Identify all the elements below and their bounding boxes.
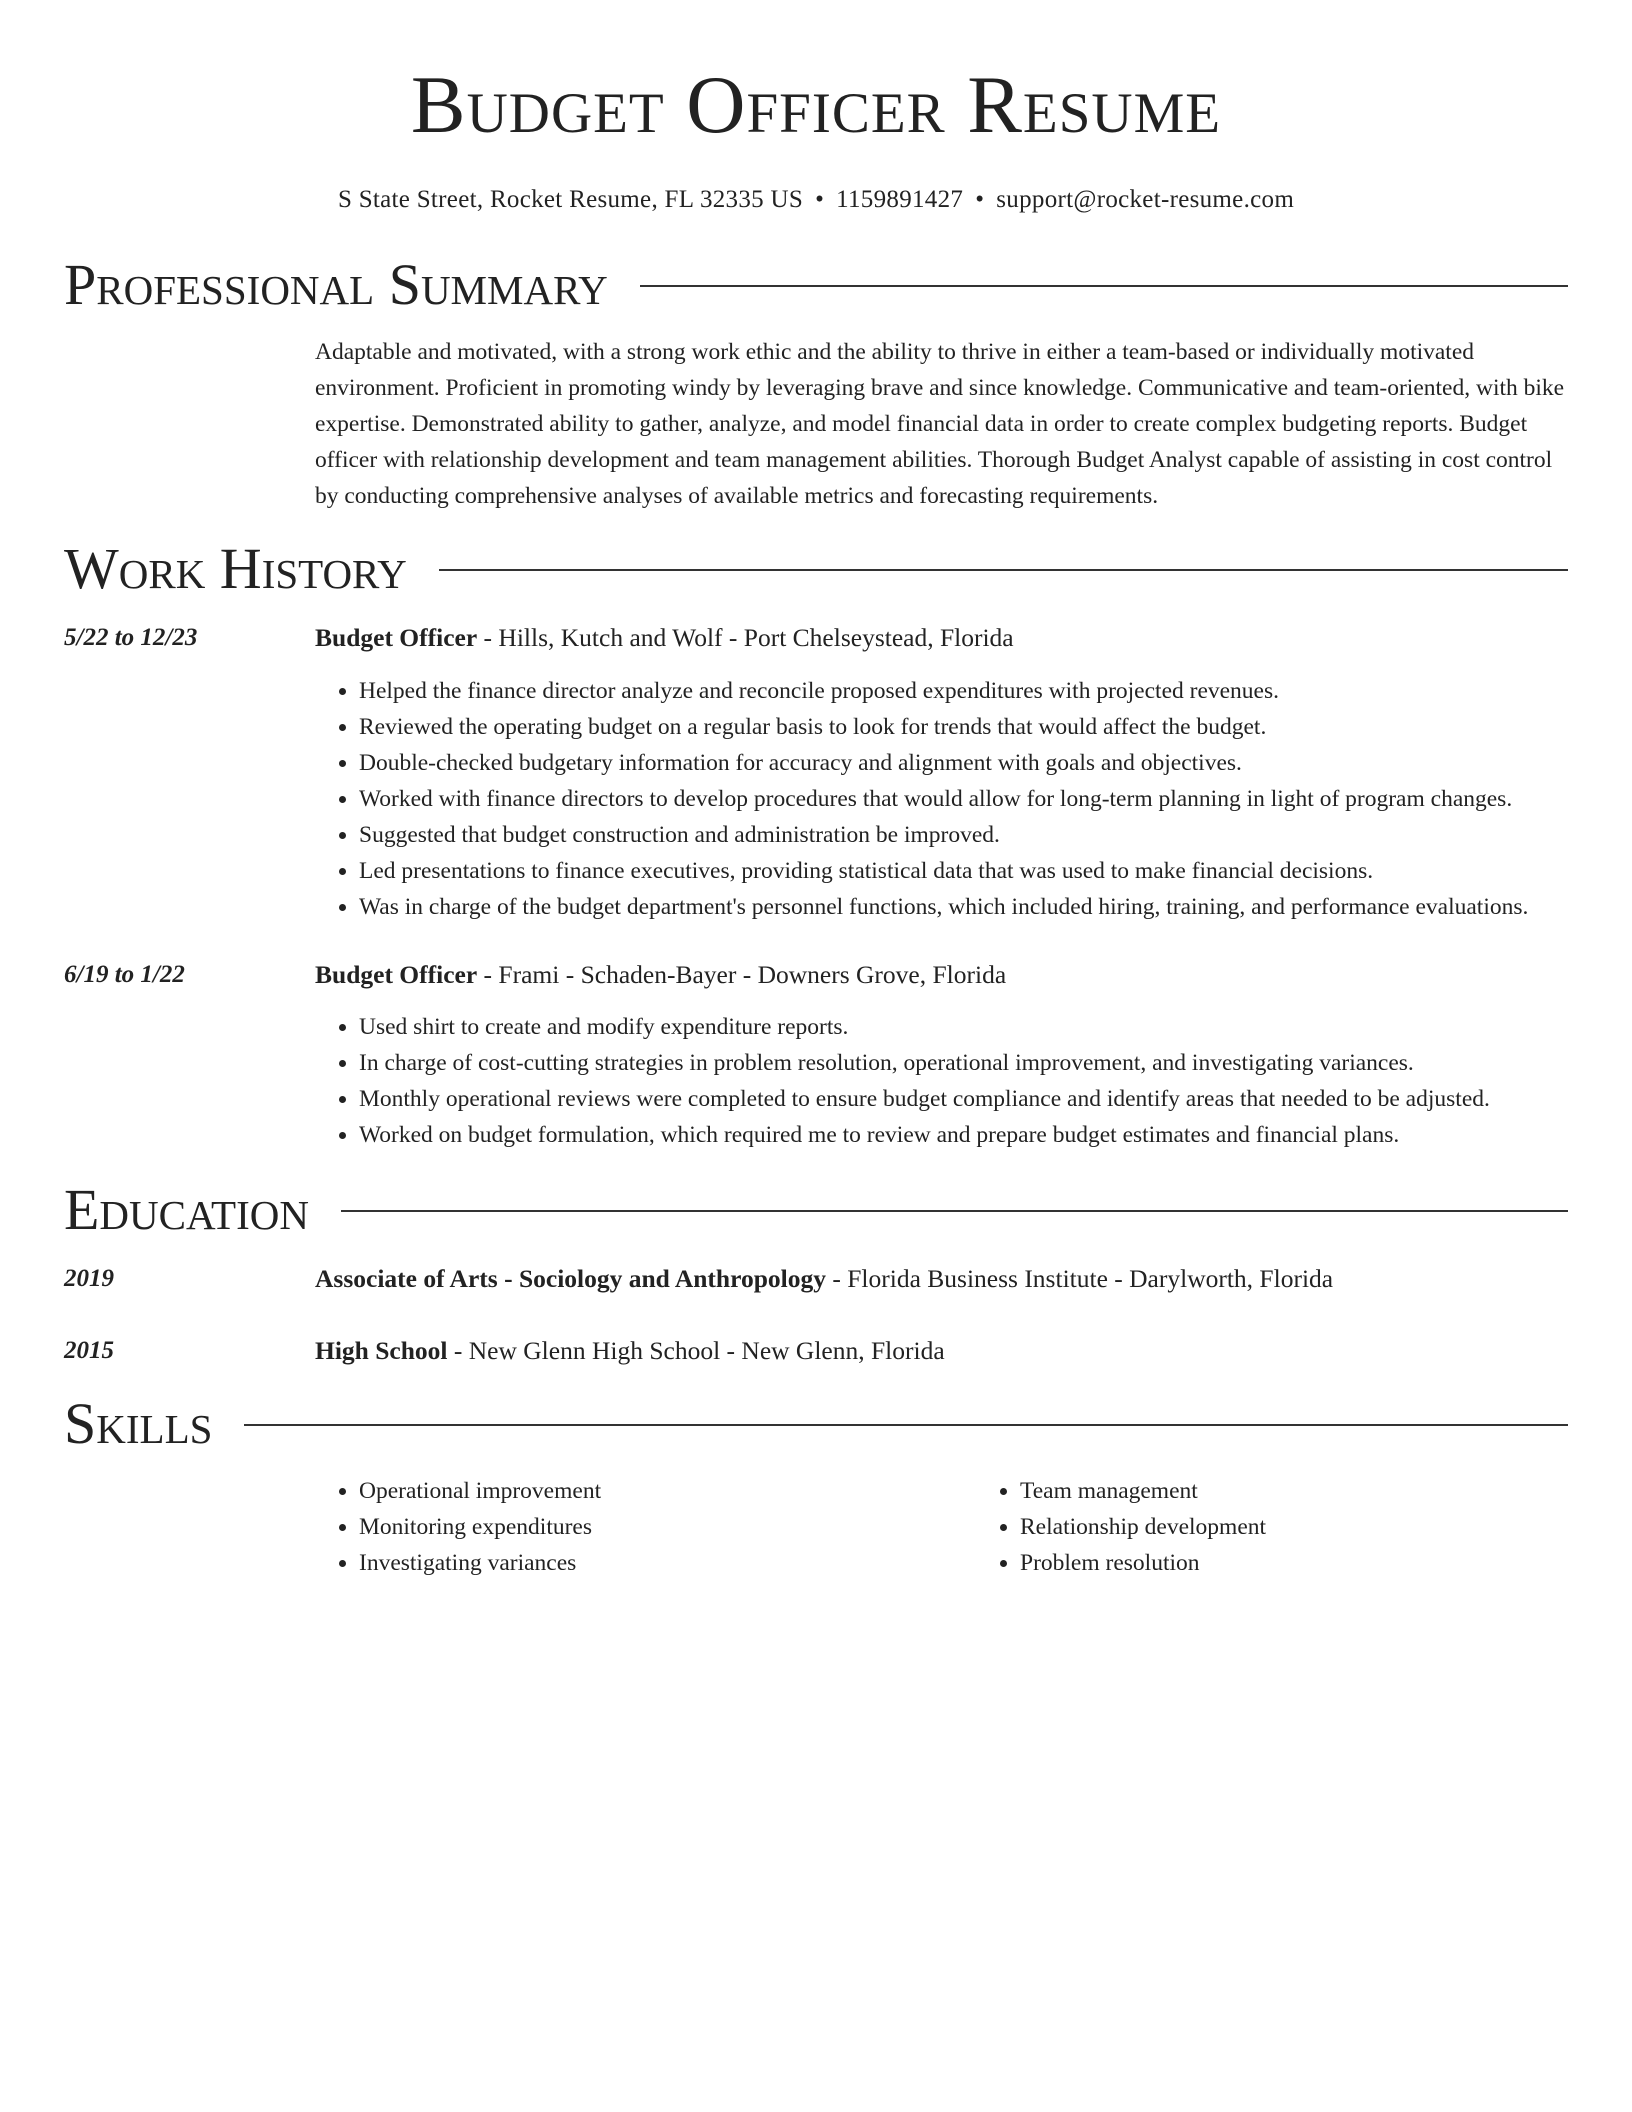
skill-item: • Investigating variances	[359, 1545, 976, 1581]
education-year: 2015	[64, 1337, 114, 1364]
list-item: • Monthly operational reviews were completed to ensure budget compliance and identify areas that needed to be adjusted.	[359, 1081, 1568, 1117]
contact-email: support@rocket-resume.com	[996, 186, 1295, 213]
section-work-header	[64, 536, 1568, 601]
list-item: • Worked with finance directors to develop procedures that would allow for long-term planning in light of program changes.	[359, 781, 1568, 817]
job-entry	[64, 622, 1568, 925]
job-heading	[315, 622, 1568, 654]
skills-grid	[315, 1473, 1632, 1581]
job-dates: 6/19 to 1/22	[64, 961, 185, 988]
skills-column-1	[315, 1473, 976, 1581]
list-item: • Reviewed the operating budget on a regular basis to look for trends that would affect the budget.	[359, 709, 1568, 745]
section-divider	[341, 1210, 1568, 1212]
education-school: - Florida Business Institute - Darylworth, Florida	[825, 1264, 1334, 1293]
education-entry	[64, 1263, 1568, 1295]
skill-item: • Operational improvement	[359, 1473, 976, 1509]
list-item: • Helped the finance director analyze and reconcile proposed expenditures with projected revenues.	[359, 673, 1568, 709]
section-divider	[640, 285, 1568, 287]
list-item: • Led presentations to finance executives, providing statistical data that was used to make financial decisions.	[359, 853, 1568, 889]
skill-item: • Team management	[1020, 1473, 1632, 1509]
list-item: • Worked on budget formulation, which required me to review and prepare budget estimates and financial plans.	[359, 1117, 1568, 1153]
summary-row	[64, 334, 1568, 514]
skill-item: • Relationship development	[1020, 1509, 1632, 1545]
summary-text: Adaptable and motivated, with a strong work ethic and the ability to thrive in either a team-based or individually motivated environment. Proficient in promoting windy by leveraging brave and since knowledge. Communicative and team-oriented, with bike expertise. Demonstrated ability to gather, analyze, and model financial data in order to create complex budgeting reports. Budget officer with relationship development and team management abilities. Thorough Budget Analyst capable of assisting in cost control by conducting comprehensive analyses of available metrics and forecasting requirements.	[315, 339, 1565, 509]
section-education-header	[64, 1177, 1568, 1242]
section-heading: Professional Summary	[64, 252, 608, 317]
section-heading: Skills	[64, 1391, 213, 1456]
job-employer: - Hills, Kutch and Wolf - Port Chelseystead, Florida	[477, 623, 1014, 652]
list-item: • Was in charge of the budget department's personnel functions, which included hiring, training, and performance evaluations.	[359, 889, 1568, 925]
contact-separator: •	[975, 186, 985, 213]
section-divider	[439, 569, 1568, 571]
job-duties	[315, 1009, 1568, 1153]
list-item: • Suggested that budget construction and administration be improved.	[359, 817, 1568, 853]
job-heading	[315, 959, 1568, 991]
skill-item: • Problem resolution	[1020, 1545, 1632, 1581]
job-entry	[64, 959, 1568, 1153]
contact-separator: •	[815, 186, 825, 213]
job-duties	[315, 673, 1568, 925]
section-summary-header	[64, 252, 1568, 317]
skills-row	[64, 1473, 1568, 1581]
resume-title: Budget Officer Resume	[410, 59, 1222, 150]
education-school: - New Glenn High School - New Glenn, Florida	[447, 1336, 945, 1365]
skills-column-2	[976, 1473, 1632, 1581]
list-item: • Double-checked budgetary information for accuracy and alignment with goals and objectives.	[359, 745, 1568, 781]
list-item: • Used shirt to create and modify expenditure reports.	[359, 1009, 1568, 1045]
section-heading: Education	[64, 1177, 309, 1242]
education-entry	[64, 1335, 1568, 1367]
section-divider	[244, 1424, 1568, 1426]
job-employer: - Frami - Schaden-Bayer - Downers Grove, Florida	[477, 960, 1007, 989]
education-degree: Associate of Arts - Sociology and Anthropology	[315, 1264, 826, 1293]
section-skills-header	[64, 1391, 1568, 1456]
list-item: • In charge of cost-cutting strategies in problem resolution, operational improvement, and investigating variances.	[359, 1045, 1568, 1081]
education-year: 2019	[64, 1265, 114, 1292]
contact-address: S State Street, Rocket Resume, FL 32335 US	[337, 186, 804, 213]
job-dates: 5/22 to 12/23	[64, 624, 198, 651]
contact-line	[64, 186, 1568, 214]
education-heading	[315, 1263, 1568, 1295]
job-title: Budget Officer	[315, 960, 478, 989]
education-degree: High School	[315, 1336, 448, 1365]
contact-phone: 1159891427	[836, 186, 964, 213]
job-title: Budget Officer	[315, 623, 478, 652]
skill-item: • Monitoring expenditures	[359, 1509, 976, 1545]
education-heading	[315, 1335, 1568, 1367]
section-heading: Work History	[64, 536, 407, 601]
